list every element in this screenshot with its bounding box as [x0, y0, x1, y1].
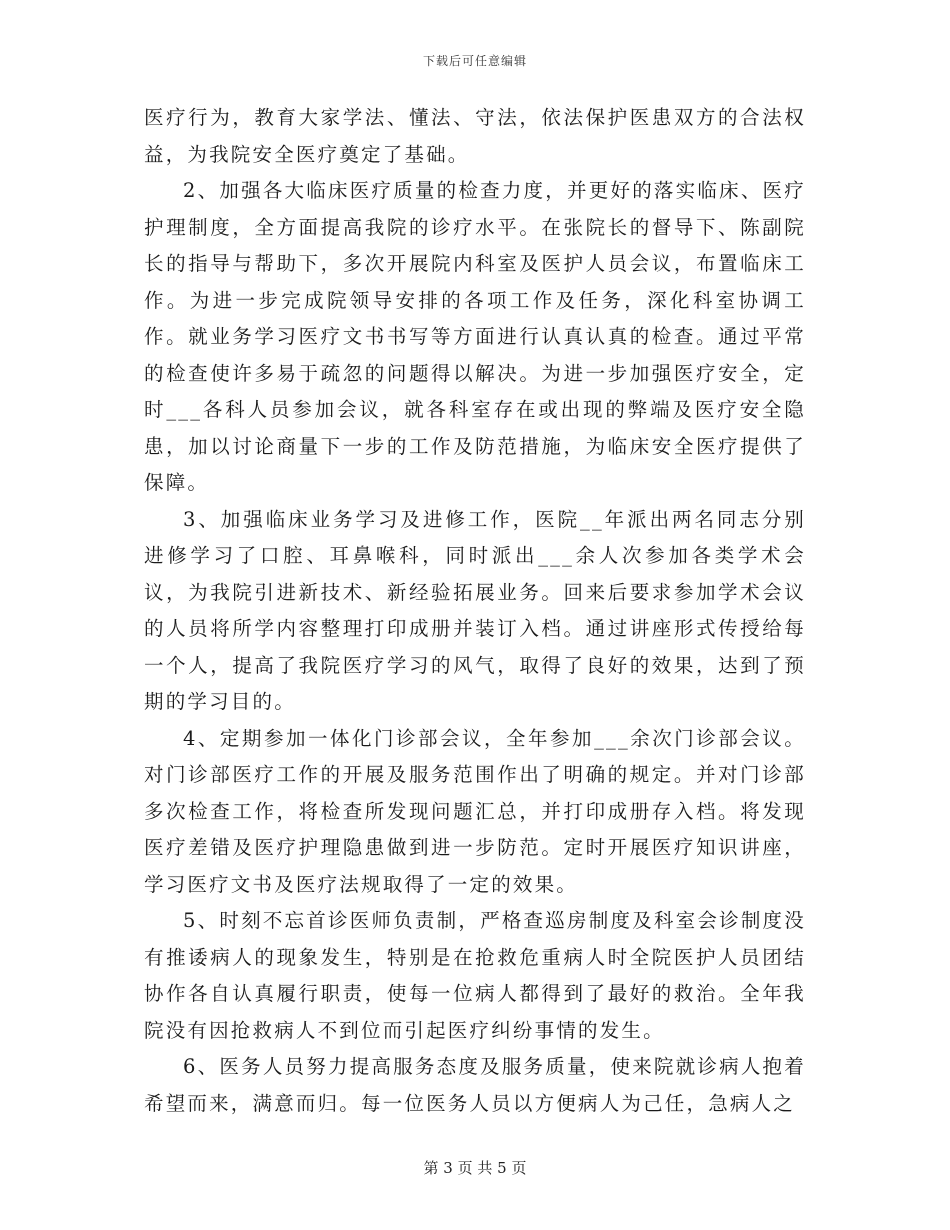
page-header: 下载后可任意编辑 [422, 54, 527, 68]
page-footer: 第 3 页 共 5 页 [423, 1159, 527, 1177]
document-body [144, 100, 806, 1122]
paragraph-item-2: 2、加强各大临床医疗质量的检查力度，并更好的落实临床、医疗护理制度，全方面提高我院的诊疗水平。在张院长的督导下、陈副院长的指导与帮助下，多次开展院内科室及医护人员会议，布置临床工作。为进一步完成院领导安排的各项工作及任务，深化科室协调工作。就业务学习医疗文书书写等方面进行认真认真的检查。通过平常的检查使许多易于疏忽的问题得以解决。为进一步加强医疗安全，定时___各科人员参加会议，就各科室存在或出现的弊端及医疗安全隐患，加以讨论商量下一步的工作及防范措施，为临床安全医疗提供了保障。 [144, 179, 806, 494]
paragraph-item-4: 4、定期参加一体化门诊部会议，全年参加___余次门诊部会议。对门诊部医疗工作的开展及服务范围作出了明确的规定。并对门诊部多次检查工作，将检查所发现问题汇总，并打印成册存入档。将发现医疗差错及医疗护理隐患做到进一步防范。定时开展医疗知识讲座，学习医疗文书及医疗法规取得了一定的效果。 [144, 726, 806, 896]
paragraph-continuation: 医疗行为，教育大家学法、懂法、守法，依法保护医患双方的合法权益，为我院安全医疗奠定了基础。 [144, 106, 806, 166]
paragraph-item-5: 5、时刻不忘首诊医师负责制，严格查巡房制度及科室会诊制度没有推诿病人的现象发生，特别是在抢救危重病人时全院医护人员团结协作各自认真履行职责，使每一位病人都得到了最好的救治。全年我院没有因抢救病人不到位而引起医疗纠纷事情的发生。 [144, 909, 806, 1042]
paragraph-item-6: 6、医务人员努力提高服务态度及服务质量，使来院就诊病人抱着希望而来，满意而归。每一位医务人员以方便病人为己任，急病人之 [144, 1055, 806, 1115]
paragraph-item-3: 3、加强临床业务学习及进修工作，医院__年派出两名同志分别进修学习了口腔、耳鼻喉科，同时派出___余人次参加各类学术会议，为我院引进新技术、新经验拓展业务。回来后要求参加学术会议的人员将所学内容整理打印成册并装订入档。通过讲座形式传授给每一个人，提高了我院医疗学习的风气，取得了良好的效果，达到了预期的学习目的。 [144, 507, 806, 713]
